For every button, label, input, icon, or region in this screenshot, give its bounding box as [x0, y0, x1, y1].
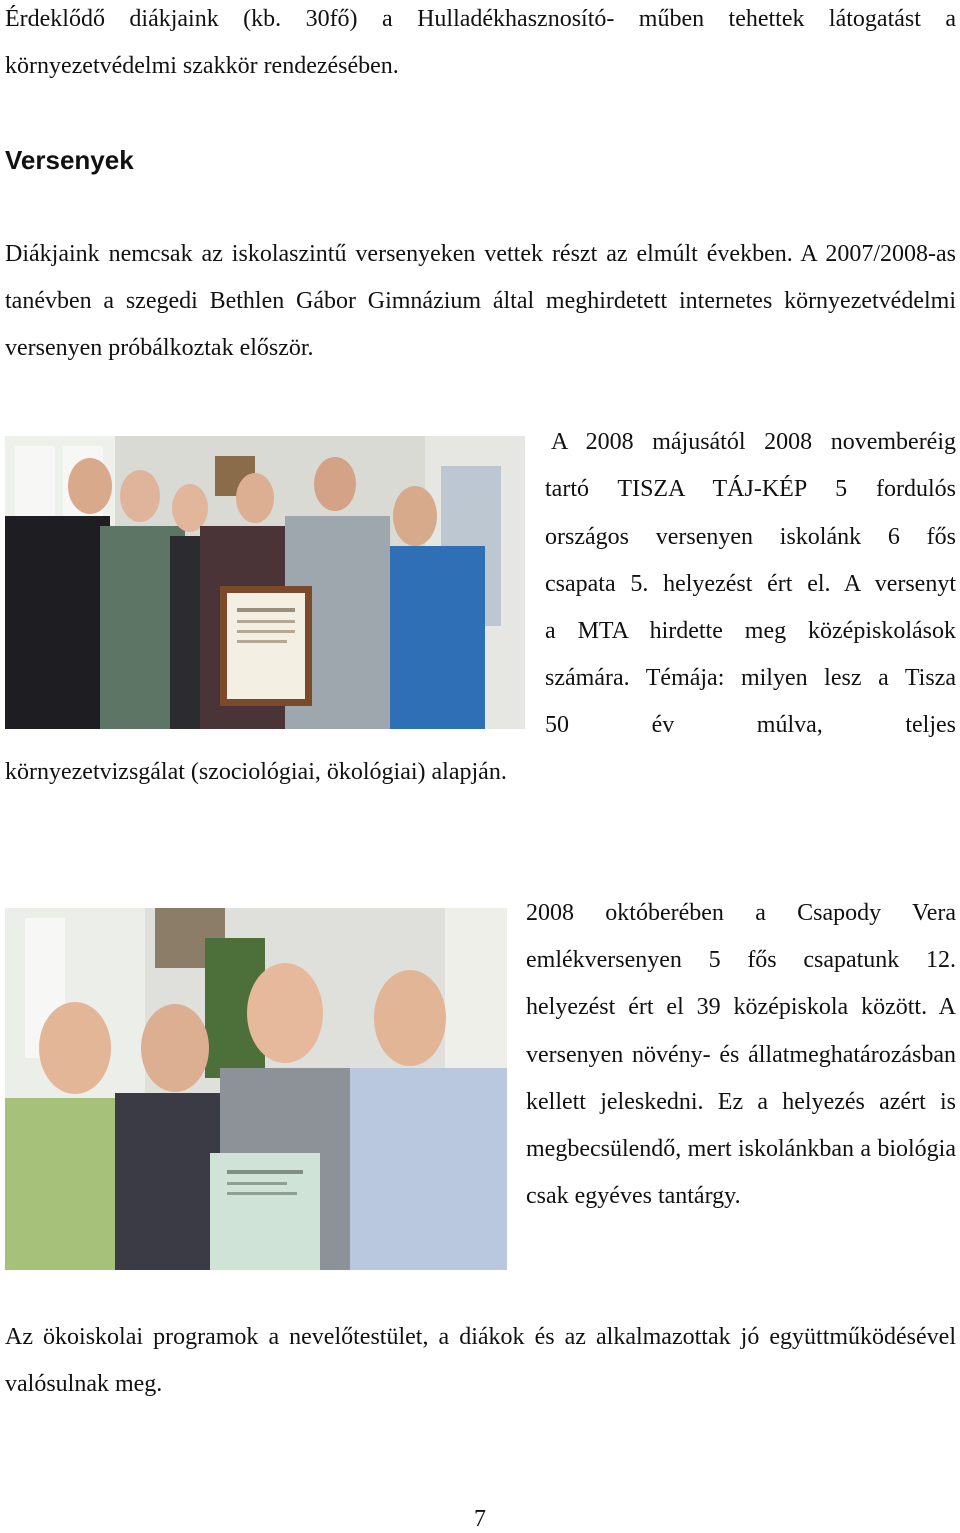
paragraph-tisza-line-7: 50 év múlva, teljes — [545, 712, 956, 738]
paragraph-tisza-line-5: a MTA hirdette meg középiskolások — [545, 618, 956, 644]
photo-csapody-team — [5, 908, 507, 1270]
section-heading-versenyek: Versenyek — [5, 145, 134, 175]
paragraph-tisza-line-3: országos versenyen iskolánk 6 fős — [545, 524, 956, 550]
paragraph-tisza-line-4: csapata 5. helyezést ért el. A versenyt — [545, 571, 956, 597]
intro-paragraph: Érdeklődő diákjaink (kb. 30fő) a Hulladékhasznosító- műben tehettek látogatást a környezetvédelmi szakkör rendezésében. — [5, 6, 956, 80]
closing-paragraph: Az ökoiskolai programok a nevelőtestület, a diákok és az alkalmazottak jó együttműködésével valósulnak meg. — [5, 1324, 956, 1398]
paragraph-versenyek-intro: Diákjaink nemcsak az iskolaszintű versenyeken vettek részt az elmúlt években. A 2007/2008-as tanévben a szegedi Bethlen Gábor Gimnázium által meghirdetett internetes környezetvédelmi versenyen próbálkoztak először. — [5, 241, 956, 362]
paragraph-tisza-line-1: A 2008 májusától 2008 novemberéig — [551, 429, 956, 455]
paragraph-tisza-line-6: számára. Témája: milyen lesz a Tisza — [545, 665, 956, 691]
photo-tisza-team — [5, 436, 525, 729]
paragraph-csapody: 2008 októberében a Csapody Vera emlékversenyen 5 fős csapatunk 12. helyezést ért el 39 középiskola között. A versenyen növény- és állatmeghatározásban kellett jeleskedni. Ez a helyezés azért is megbecsülendő, mert iskolánkban a biológia csak egyéves tantárgy. — [526, 900, 956, 1210]
paragraph-tisza-tail: környezetvizsgálat (szociológiai, ökológiai) alapján. — [5, 759, 507, 785]
paragraph-tisza-line-2: tartó TISZA TÁJ-KÉP 5 fordulós — [545, 476, 956, 502]
page-number: 7 — [474, 1506, 486, 1532]
